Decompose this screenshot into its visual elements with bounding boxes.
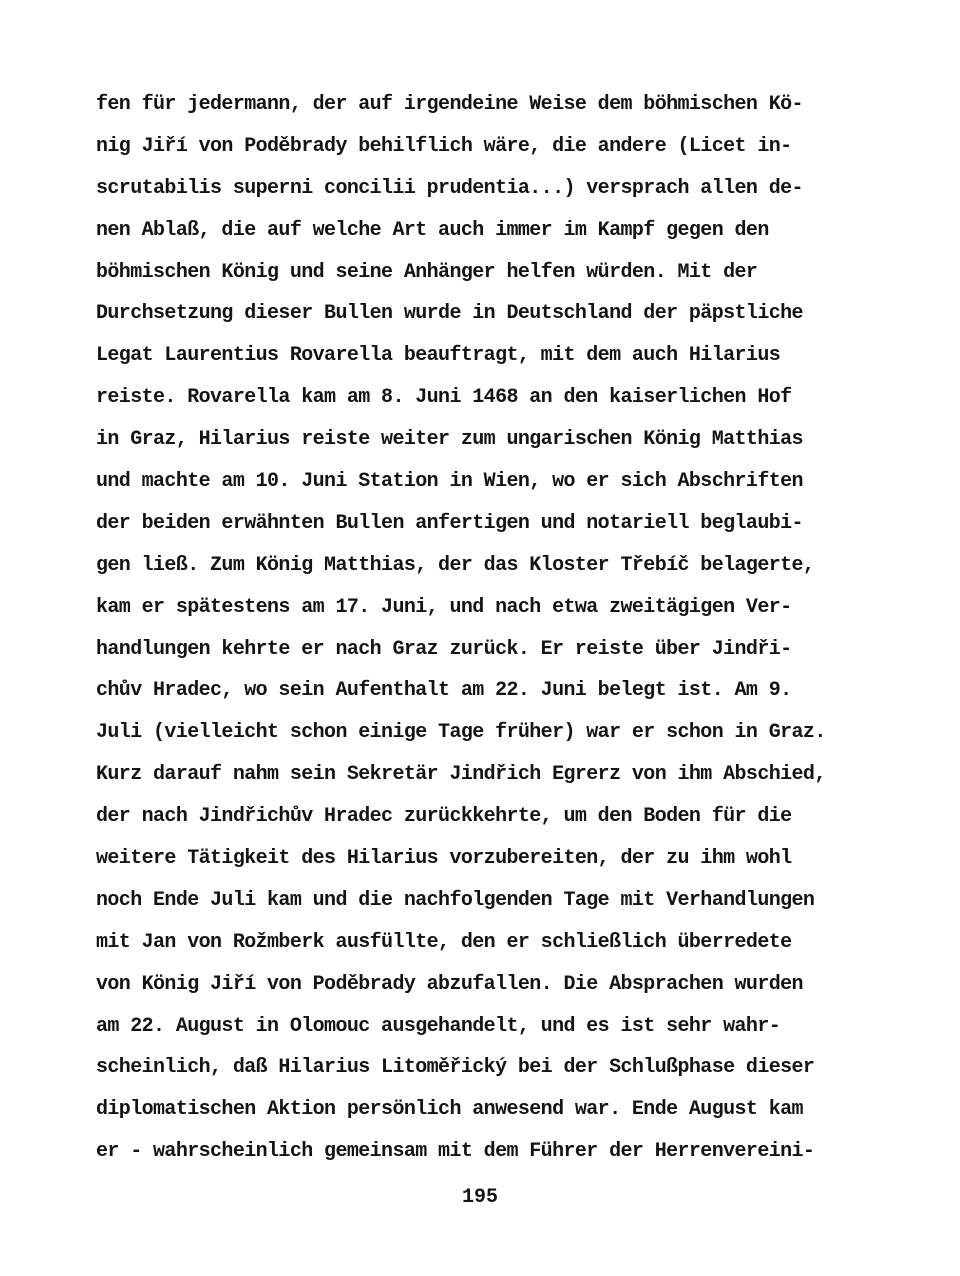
text-line: Juli (vielleicht schon einige Tage früher) war er schon in Graz. <box>96 721 826 745</box>
body-text <box>96 84 896 1173</box>
text-line: der nach Jindřichův Hradec zurückkehrte, um den Boden für die <box>96 805 792 829</box>
text-line: kam er spätestens am 17. Juni, und nach etwa zweitägigen Ver- <box>96 595 792 619</box>
text-line: nig Jiří von Poděbrady behilflich wäre, die andere (Licet in- <box>96 134 792 158</box>
text-line: fen für jedermann, der auf irgendeine Weise dem böhmischen Kö- <box>96 93 803 116</box>
text-line: handlungen kehrte er nach Graz zurück. Er reiste über Jindři- <box>96 637 792 661</box>
text-line: reiste. Rovarella kam am 8. Juni 1468 an den kaiserlichen Hof <box>96 386 792 410</box>
text-line: böhmischen König und seine Anhänger helfen würden. Mit der <box>96 260 758 284</box>
text-line: er - wahrscheinlich gemeinsam mit dem Führer der Herrenvereini- <box>96 1140 815 1164</box>
text-line: diplomatischen Aktion persönlich anwesend war. Ende August kam <box>96 1098 803 1122</box>
text-line: Legat Laurentius Rovarella beauftragt, mit dem auch Hilarius <box>96 344 781 368</box>
text-line: am 22. August in Olomouc ausgehandelt, und es ist sehr wahr- <box>96 1014 781 1038</box>
text-line: gen ließ. Zum König Matthias, der das Kloster Třebíč belagerte, <box>96 553 815 577</box>
text-line: in Graz, Hilarius reiste weiter zum ungarischen König Matthias <box>96 428 803 452</box>
text-line: von König Jiří von Poděbrady abzufallen. Die Absprachen wurden <box>96 972 803 996</box>
text-line: noch Ende Juli kam und die nachfolgenden Tage mit Verhandlungen <box>96 888 815 912</box>
text-line: und machte am 10. Juni Station in Wien, wo er sich Abschriften <box>96 470 803 494</box>
text-line: nen Ablaß, die auf welche Art auch immer im Kampf gegen den <box>96 218 769 242</box>
text-line: Kurz darauf nahm sein Sekretär Jindřich Egrerz von ihm Abschied, <box>96 763 826 787</box>
text-line: Durchsetzung dieser Bullen wurde in Deutschland der päpstliche <box>96 302 803 326</box>
text-line: mit Jan von Rožmberk ausfüllte, den er schließlich überredete <box>96 930 792 954</box>
text-line: scrutabilis superni concilii prudentia...) versprach allen de- <box>96 176 803 200</box>
page-number: 195 <box>461 1186 498 1209</box>
text-line: chův Hradec, wo sein Aufenthalt am 22. Juni belegt ist. Am 9. <box>96 679 792 703</box>
text-line: weitere Tätigkeit des Hilarius vorzubereiten, der zu ihm wohl <box>96 847 792 871</box>
text-line: scheinlich, daß Hilarius Litoměřický bei der Schlußphase dieser <box>96 1056 815 1080</box>
text-line: der beiden erwähnten Bullen anfertigen und notariell beglaubi- <box>96 511 803 535</box>
